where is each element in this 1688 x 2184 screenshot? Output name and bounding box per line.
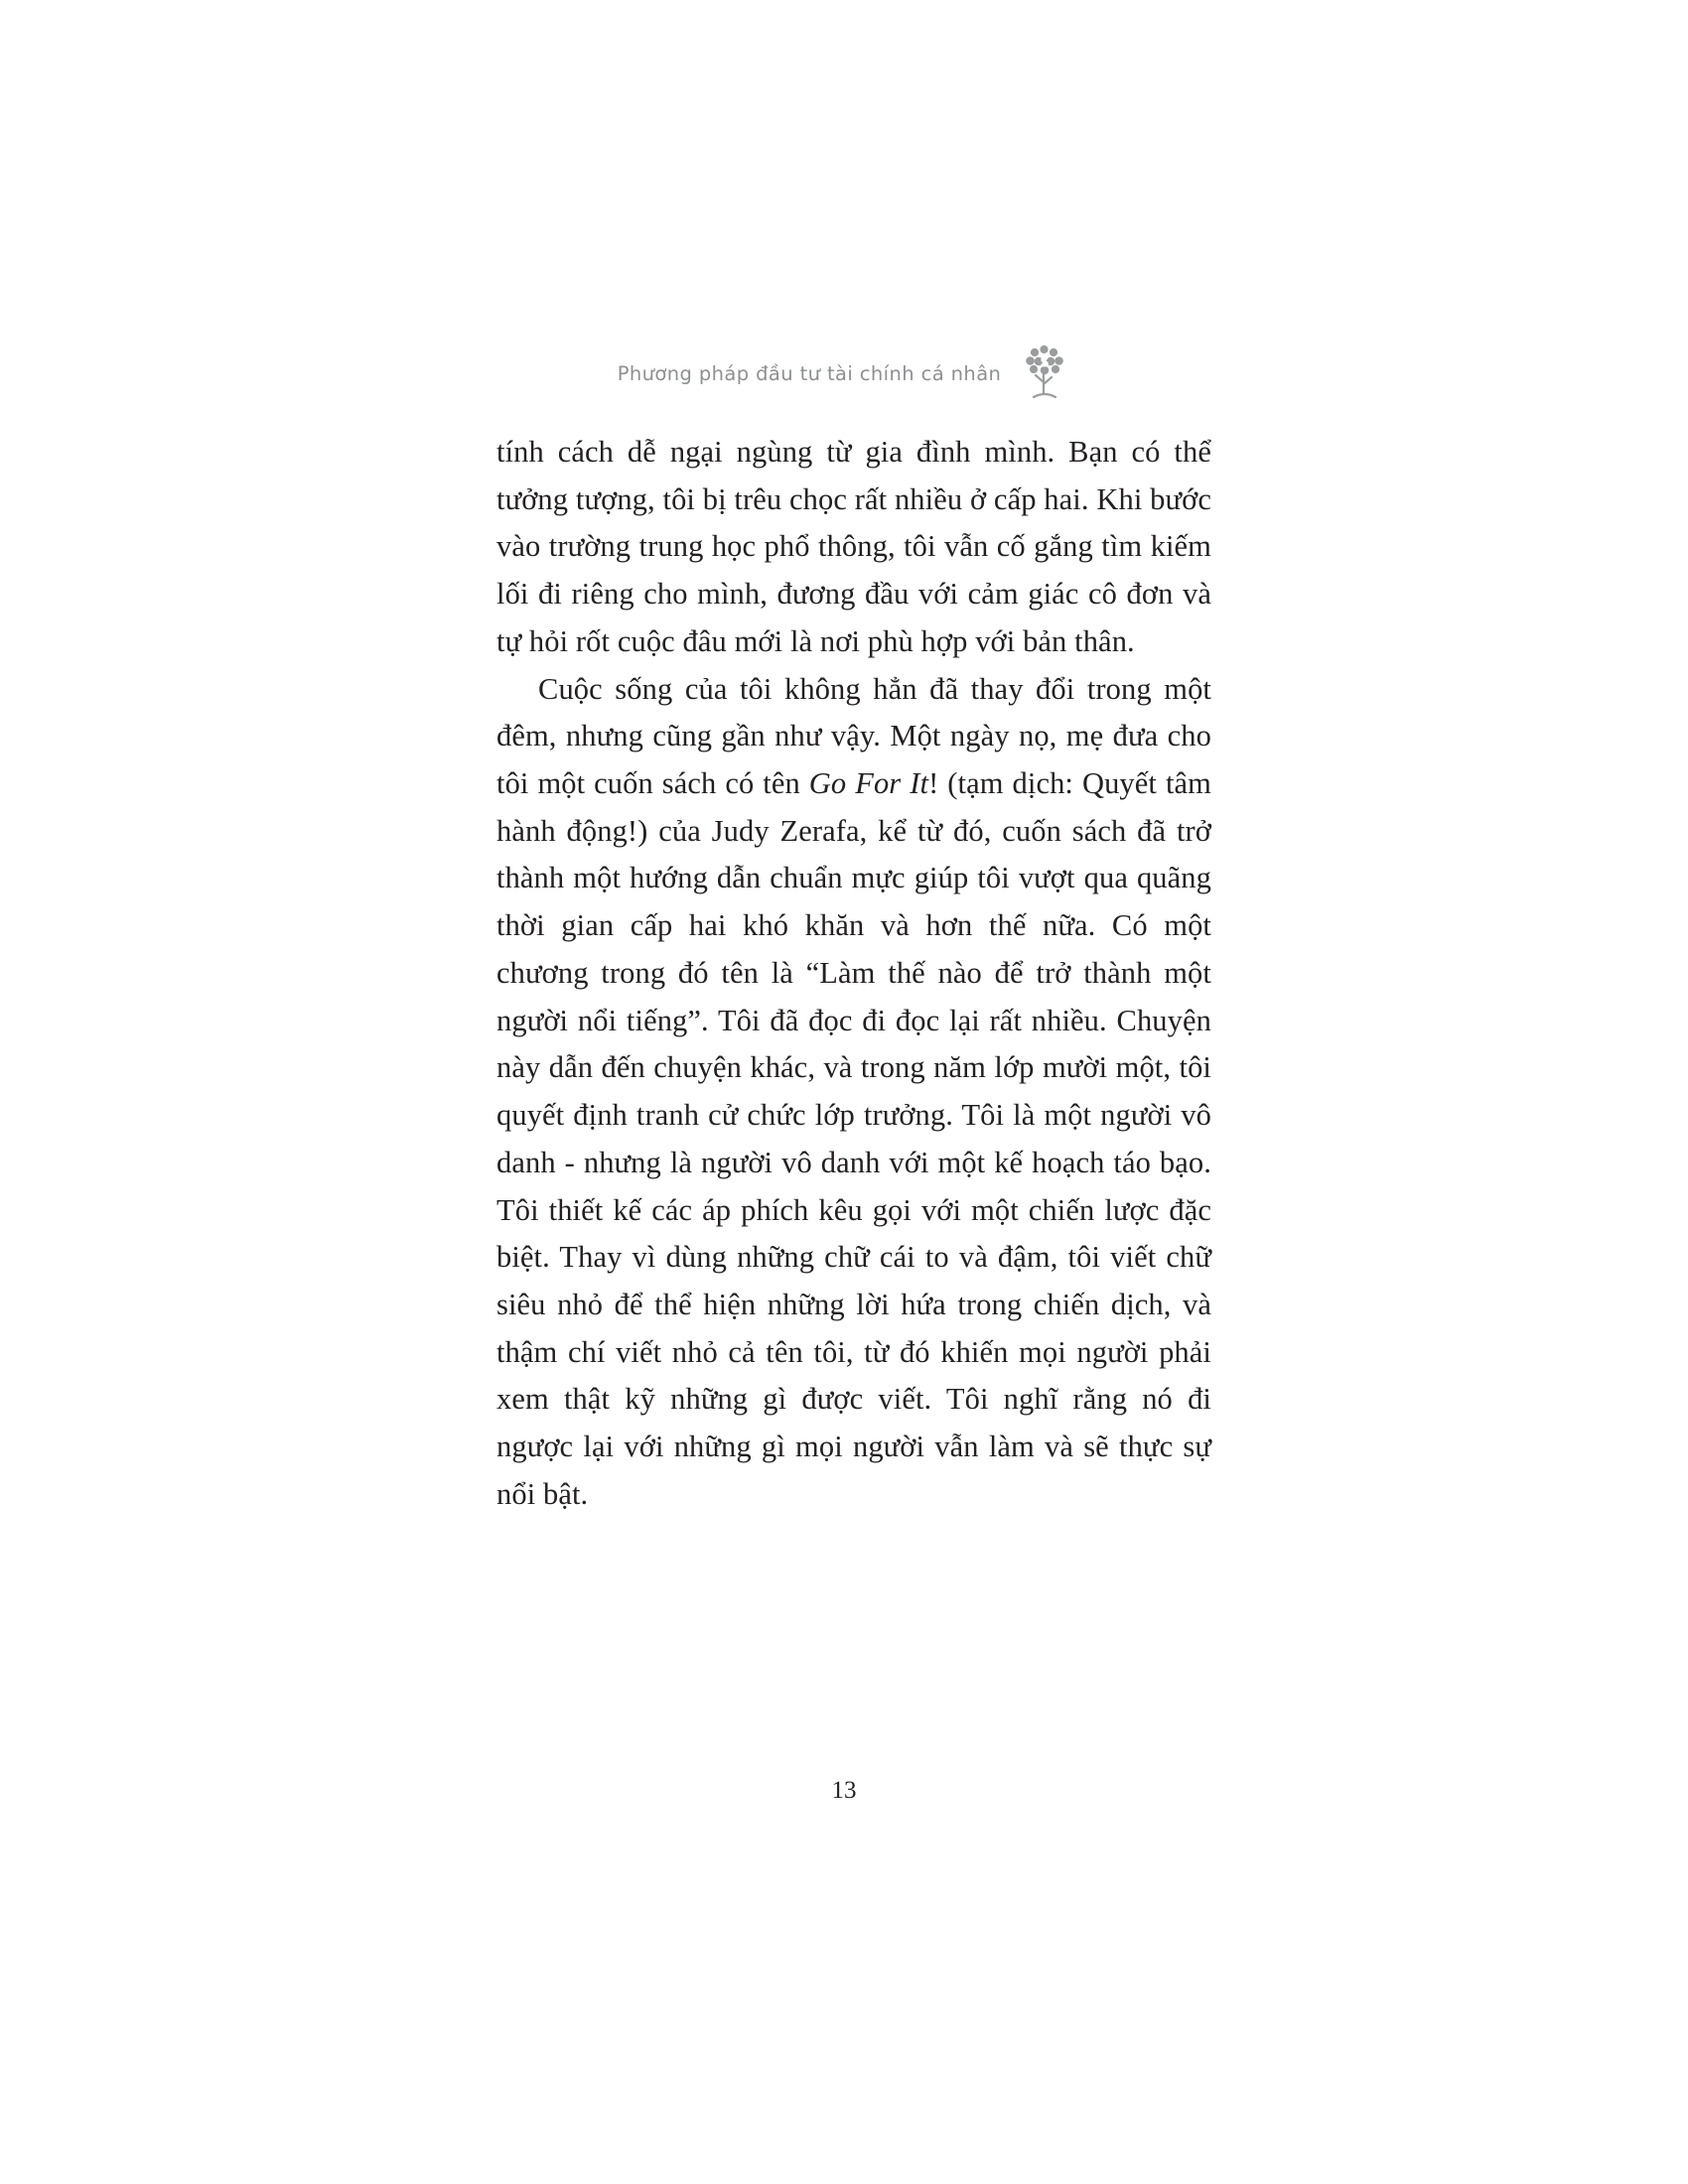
svg-text:S: S (1040, 355, 1050, 371)
book-title-italic: Go For It (808, 766, 929, 801)
tree-logo-icon (1019, 342, 1070, 404)
running-head (0, 342, 1688, 404)
running-head-title: Phương pháp đầu tư tài chính cá nhân (617, 361, 1002, 385)
body-text-column (496, 429, 1211, 1519)
paragraph-two (496, 666, 1211, 1519)
paragraph-two-part1: Cuộc sống của tôi không hẳn đã thay đổi trong một đêm, nhưng cũng gần như vậy. Một ngày nọ, mẹ đưa cho tôi một cuốn sách có tên (496, 671, 1211, 801)
paragraph-continued: tính cách dễ ngại ngùng từ gia đình mình. Bạn có thể tưởng tượng, tôi bị trêu chọc rất nhiều ở cấp hai. Khi bước vào trường trung học phổ thông, tôi vẫn cố gắng tìm kiếm lối đi riêng cho mình, đương đầu với cảm giác cô đơn và tự hỏi rốt cuộc đâu mới là nơi phù hợp với bản thân. (496, 435, 1211, 658)
page-number: 13 (831, 1777, 857, 1804)
paragraph-two-part2: ! (tạm dịch: Quyết tâm hành động!) của Judy Zerafa, kể từ đó, cuốn sách đã trở thành một hướng dẫn chuẩn mực giúp tôi vượt qua quãng thời gian cấp hai khó khăn và hơn thế nữa. Có một chương trong đó tên là “Làm thế nào để trở thành một người nổi tiếng”. Tôi đã đọc đi đọc lại rất nhiều. Chuyện này dẫn đến chuyện khác, và trong năm lớp mười một, tôi quyết định tranh cử chức lớp trưởng. Tôi là một người vô danh - nhưng là người vô danh với một kế hoạch táo bạo. Tôi thiết kế các áp phích kêu gọi với một chiến lược đặc biệt. Thay vì dùng những chữ cái to và đậm, tôi viết chữ siêu nhỏ để thể hiện những lời hứa trong chiến dịch, và thậm chí viết nhỏ cả tên tôi, từ đó khiến mọi người phải xem thật kỹ những gì được viết. Tôi nghĩ rằng nó đi ngược lại với những gì mọi người vẫn làm và sẽ thực sự nổi bật. (496, 766, 1211, 1511)
